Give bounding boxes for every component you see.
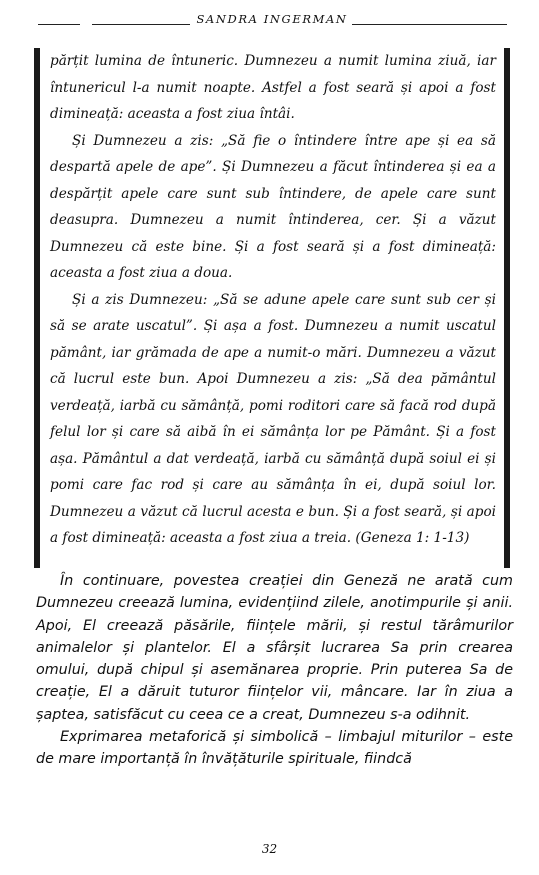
running-header — [0, 10, 539, 32]
quote-text — [50, 48, 496, 552]
quote-bar-right — [504, 48, 510, 568]
quote-paragraph: părțit lumina de întuneric. Dumnezeu a numit lumina ziuă, iar întunericul l-a numit noapte. Astfel a fost seară și apoi a fost dimineață: aceasta a fost ziua întâi. — [50, 53, 496, 122]
header-rule-right — [352, 24, 507, 25]
page-number: 32 — [261, 842, 278, 856]
body-text — [36, 570, 513, 771]
body-paragraph: În continuare, povestea creației din Geneză ne arată cum Dumnezeu creează lumina, evidențiind zilele, anotimpurile și anii. Apoi, El creează păsările, ființele mării, și restul tărâmurilor animalelor și plantelor. El a sfârșit lucrarea Sa prin crearea omului, după chipul și asemănarea proprie. Prin puterea Sa de creație, El a dăruit tuturor ființelor vii, mâncare. Iar în ziua a șaptea, satisfăcut cu ceea ce a creat, Dumnezeu s-a odihnit. — [36, 573, 513, 723]
quote-bar-left — [34, 48, 40, 568]
quote-paragraph: Și a zis Dumnezeu: „Să se adune apele care sunt sub cer și să se arate uscatul”. Și așa a fost. Dumnezeu a numit uscatul pământ, iar grămada de ape a numit-o mări. Dumnezeu a văzut că lucrul este bun. Apoi Dumnezeu a zis: „Să dea pământul verdeață, iarbă cu sămânță, pomi roditori care să facă rod după felul lor și care să aibă în ei sămânța lor pe Pământ. Și a fost așa. Pământul a dat verdeață, iarbă cu sămânță după soiul ei și pomi care fac rod și care au sămânța în ei, după soiul lor. Dumnezeu a văzut că lucrul acesta e bun. Și a fost seară, și apoi a fost dimineață: aceasta a fost ziua a treia. (Geneza 1: 1-13) — [50, 291, 496, 546]
body-paragraph: Exprimarea metaforică și simbolică – limbajul miturilor – este de mare importanță în învățăturile spirituale, fiindcă — [36, 729, 513, 768]
scripture-quote-block — [34, 48, 510, 568]
header-rule-left-long — [92, 24, 190, 25]
header-rule-left-short — [38, 24, 80, 25]
quote-paragraph: Și Dumnezeu a zis: „Să fie o întindere între ape și ea să despartă apele de ape”. Și Dumnezeu a făcut întinderea și ea a despărțit apele care sunt sub întindere, de apele care sunt deasupra. Dumnezeu a numit întinderea, cer. Și a văzut Dumnezeu că este bine. Și a fost seară și a fost dimineață: aceasta a fost ziua a doua. — [50, 132, 496, 281]
running-head-author: SANDRA INGERMAN — [196, 12, 348, 26]
